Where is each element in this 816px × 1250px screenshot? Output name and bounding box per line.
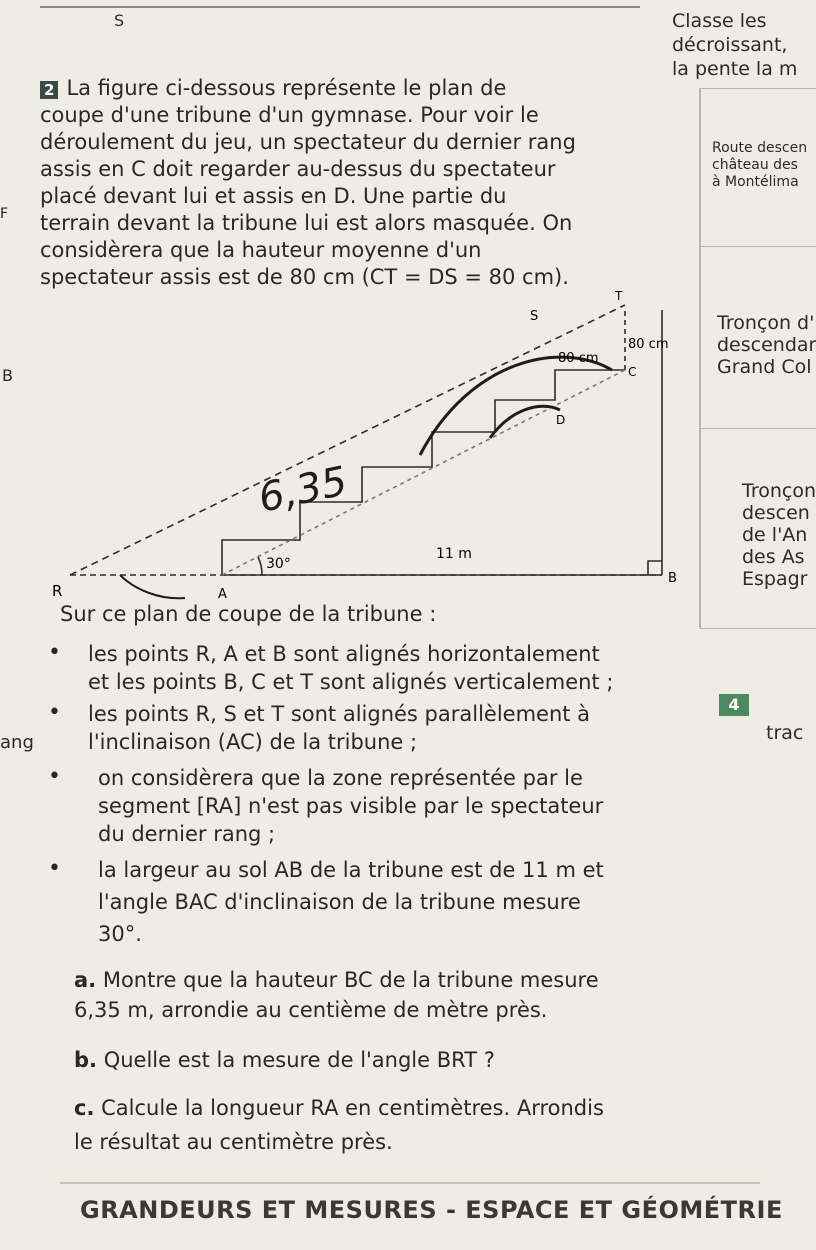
bullet-dot-2: • — [48, 700, 61, 725]
left-margin-b: B — [2, 366, 13, 385]
bullet-4-line-1: la largeur au sol AB de la tribune est de 11 m et — [98, 858, 604, 882]
intro-line-5: placé devant lui et assis en D. Une partie du — [40, 184, 507, 208]
right-angle-b — [648, 561, 662, 575]
bullet-4-line-3: 30°. — [98, 922, 142, 946]
bullet-dot-1: • — [48, 640, 61, 665]
intro-line-4: assis en C doit regarder au-dessus du spectateur — [40, 157, 556, 181]
left-margin-ang: ang — [0, 732, 34, 753]
handwritten-635: 6,35 — [254, 458, 352, 522]
bullet-3-line-3: du dernier rang ; — [98, 822, 276, 846]
exercise-4-badge: 4 — [719, 694, 749, 716]
bullet-3-line-2: segment [RA] n'est pas visible par le spectateur — [98, 794, 604, 818]
intro-line-6: terrain devant la tribune lui est alors masquée. On — [40, 211, 573, 235]
troncon2-line-4: des As — [742, 546, 805, 568]
troncon2-line-1: Tronçon — [742, 480, 816, 502]
troncon2-line-2: descen — [742, 502, 810, 524]
question-c-letter: c. — [74, 1096, 95, 1120]
question-a-line-1: a. Montre que la hauteur BC de la tribune mesure — [74, 968, 599, 992]
label-c: C — [628, 365, 637, 379]
bullet-2-line-2: l'inclinaison (AC) de la tribune ; — [88, 730, 418, 754]
bullet-dot-4: • — [48, 856, 61, 881]
bullet-4-line-2: l'angle BAC d'inclinaison de la tribune mesure — [98, 890, 581, 914]
troncon2-line-3: de l'An — [742, 524, 808, 546]
exercise-number: 2 — [40, 81, 58, 99]
side-top-line-2: décroissant, — [672, 34, 788, 56]
label-a: A — [218, 587, 227, 602]
len-80-top: 80 cm — [628, 337, 669, 352]
troncon2-line-5: Espagr — [742, 568, 808, 590]
bullet-1-line-2: et les points B, C et T sont alignés verticalement ; — [88, 670, 614, 694]
side-top-line-1: Classe les — [672, 10, 767, 32]
handwritten-curve-r — [120, 575, 185, 598]
label-d: D — [556, 413, 566, 427]
bullet-dot-3: • — [48, 764, 61, 789]
bullet-3-line-1: on considèrera que la zone représentée par le — [98, 766, 583, 790]
side-divider-4 — [700, 628, 816, 629]
question-a-line-2: 6,35 m, arrondie au centième de mètre près. — [74, 998, 548, 1022]
question-c-line-2: le résultat au centimètre près. — [74, 1130, 393, 1154]
side-top-line-3: la pente la m — [672, 58, 798, 80]
intro-line-3: déroulement du jeu, un spectateur du dernier rang — [40, 130, 576, 154]
question-b-letter: b. — [74, 1048, 98, 1072]
intro-line-8: spectateur assis est de 80 cm (CT = DS = 80 cm). — [40, 265, 569, 289]
troncon1-line-1: Tronçon d' — [717, 312, 815, 334]
bullet-2-line-1: les points R, S et T sont alignés parallèlement à — [88, 702, 591, 726]
handwritten-arc — [420, 357, 612, 455]
route-line-3: à Montélima — [712, 174, 799, 190]
top-letter: S — [114, 11, 125, 30]
question-b-line-1: b. Quelle est la mesure de l'angle BRT ? — [74, 1048, 495, 1072]
troncon1-line-3: Grand Col — [717, 356, 812, 378]
figure-caption: Sur ce plan de coupe de la tribune : — [60, 602, 437, 626]
len-11m: 11 m — [436, 546, 472, 562]
sight-line-rt — [70, 305, 625, 575]
angle-arc-30 — [258, 557, 262, 575]
label-r: R — [52, 582, 63, 600]
troncon1-line-2: descendar — [717, 334, 816, 356]
angle-30: 30° — [266, 556, 291, 572]
question-a-letter: a. — [74, 968, 97, 992]
label-b: B — [668, 571, 677, 586]
question-c-line-1: c. Calcule la longueur RA en centimètres. Arrondis — [74, 1096, 604, 1120]
intro-line-1: 2 La figure ci-dessous représente le plan de — [40, 74, 506, 102]
tribune-figure — [0, 0, 816, 620]
footer-rule — [60, 1182, 760, 1184]
label-s: S — [530, 309, 539, 324]
exercise-4-label: trac — [766, 722, 804, 744]
route-line-2: château des — [712, 157, 798, 173]
intro-line-7: considèrera que la hauteur moyenne d'un — [40, 238, 482, 262]
route-line-1: Route descen — [712, 140, 808, 156]
bullet-1-line-1: les points R, A et B sont alignés horizontalement — [88, 642, 600, 666]
label-t: T — [615, 289, 623, 303]
chapter-footer: GRANDEURS ET MESURES - ESPACE ET GÉOMÉTRIE — [80, 1196, 783, 1224]
left-margin-f: F — [0, 206, 9, 222]
intro-line-2: coupe d'une tribune d'un gymnase. Pour voir le — [40, 103, 539, 127]
len-80-left: 80 cm — [558, 351, 599, 366]
